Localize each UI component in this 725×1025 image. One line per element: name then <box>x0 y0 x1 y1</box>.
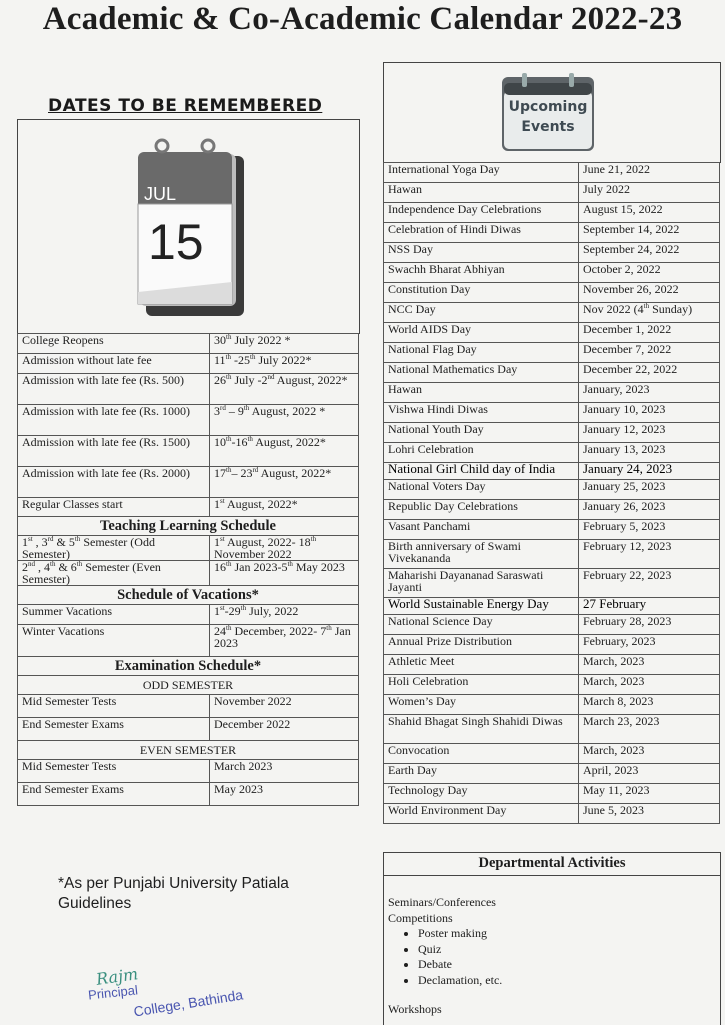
row-date: 1st August, 2022* <box>210 498 359 517</box>
event-name: Maharishi Dayananad Saraswati Jayanti <box>384 569 579 598</box>
event-name: Annual Prize Distribution <box>384 635 579 655</box>
competition-items <box>388 926 502 988</box>
event-name: Vishwa Hindi Diwas <box>384 403 579 423</box>
event-name: Birth anniversary of Swami Vivekananda <box>384 540 579 569</box>
event-row <box>384 243 720 263</box>
signature-title: Principal <box>87 982 139 1003</box>
row-date: 26th July -2nd August, 2022* <box>210 374 359 405</box>
table-row <box>18 718 359 741</box>
event-row <box>384 223 720 243</box>
table-row <box>18 760 359 783</box>
row-date: 16th Jan 2023-5th May 2023 <box>210 561 359 586</box>
departmental-list <box>388 895 502 1018</box>
event-date: January 25, 2023 <box>579 480 720 500</box>
row-date: 10th-16th August, 2022* <box>210 436 359 467</box>
event-date: September 14, 2022 <box>579 223 720 243</box>
row-label: Admission without late fee <box>18 354 210 374</box>
even-semester-heading: EVEN SEMESTER <box>18 741 359 760</box>
event-row <box>384 635 720 655</box>
event-date: October 2, 2022 <box>579 263 720 283</box>
event-name: NSS Day <box>384 243 579 263</box>
table-row <box>18 354 359 374</box>
event-name: National Flag Day <box>384 343 579 363</box>
section-row <box>18 676 359 695</box>
event-date: December 1, 2022 <box>579 323 720 343</box>
event-row <box>384 695 720 715</box>
calendar-month: JUL <box>144 184 177 204</box>
event-row <box>384 615 720 635</box>
row-date: 1st-29th July, 2022 <box>210 605 359 625</box>
upcoming-events-badge <box>500 73 596 153</box>
calendar-day: 15 <box>148 214 204 270</box>
event-row <box>384 715 720 744</box>
row-date: 17th– 23rd August, 2022* <box>210 467 359 498</box>
table-row <box>18 436 359 467</box>
event-name: World Sustainable Energy Day <box>384 598 579 615</box>
competition-item: • Declamation, etc. <box>418 973 502 989</box>
event-name: Celebration of Hindi Diwas <box>384 223 579 243</box>
event-name: Technology Day <box>384 784 579 804</box>
table-row <box>18 405 359 436</box>
table-row <box>18 536 359 561</box>
event-name: NCC Day <box>384 303 579 323</box>
event-name: Independence Day Celebrations <box>384 203 579 223</box>
event-date: 27 February <box>579 598 720 615</box>
row-label: Winter Vacations <box>18 625 210 657</box>
event-date: June 21, 2022 <box>579 163 720 183</box>
event-date: September 24, 2022 <box>579 243 720 263</box>
event-name: Convocation <box>384 744 579 764</box>
event-date: May 11, 2023 <box>579 784 720 804</box>
event-row <box>384 183 720 203</box>
signature: Rajm <box>94 964 140 989</box>
event-name: World AIDS Day <box>384 323 579 343</box>
table-row <box>18 374 359 405</box>
event-name: Athletic Meet <box>384 655 579 675</box>
badge-line1: Upcoming <box>508 99 588 115</box>
row-label: Mid Semester Tests <box>18 760 210 783</box>
event-date: February 22, 2023 <box>579 569 720 598</box>
competition-item: • Quiz <box>418 942 502 958</box>
dept-line-competitions: Competitions <box>388 910 453 925</box>
event-row <box>384 655 720 675</box>
event-date: January 12, 2023 <box>579 423 720 443</box>
event-row <box>384 675 720 695</box>
event-name: Vasant Panchami <box>384 520 579 540</box>
event-name: Holi Celebration <box>384 675 579 695</box>
event-row <box>384 569 720 598</box>
event-row <box>384 383 720 403</box>
event-date: April, 2023 <box>579 764 720 784</box>
row-label: Regular Classes start <box>18 498 210 517</box>
event-row <box>384 443 720 463</box>
event-date: January, 2023 <box>579 383 720 403</box>
row-label: Admission with late fee (Rs. 500) <box>18 374 210 405</box>
departmental-box <box>383 852 721 1025</box>
dates-table <box>17 333 359 806</box>
row-label: Summer Vacations <box>18 605 210 625</box>
event-name: Hawan <box>384 183 579 203</box>
row-label: 1st , 3rd & 5th Semester (Odd Semester) <box>18 536 210 561</box>
row-label: Admission with late fee (Rs. 2000) <box>18 467 210 498</box>
row-label: Admission with late fee (Rs. 1500) <box>18 436 210 467</box>
table-row <box>18 605 359 625</box>
table-row <box>18 467 359 498</box>
event-row <box>384 163 720 183</box>
row-label: End Semester Exams <box>18 718 210 741</box>
footnote: *As per Punjabi University Patiala Guidelines <box>58 875 289 912</box>
event-date: June 5, 2023 <box>579 804 720 824</box>
college-stamp: College, Bathinda <box>132 986 245 1020</box>
event-name: World Environment Day <box>384 804 579 824</box>
calendar-icon <box>128 134 248 319</box>
event-date: March, 2023 <box>579 675 720 695</box>
event-date: February 12, 2023 <box>579 540 720 569</box>
row-label: College Reopens <box>18 334 210 354</box>
table-row <box>18 695 359 718</box>
row-date: 30th July 2022 * <box>210 334 359 354</box>
dates-heading: DATES TO BE REMEMBERED <box>48 96 323 116</box>
competition-item: • Poster making <box>418 926 502 942</box>
exam-heading: Examination Schedule* <box>18 657 359 676</box>
events-table <box>383 162 720 824</box>
event-date: January 26, 2023 <box>579 500 720 520</box>
section-row <box>18 657 359 676</box>
event-row <box>384 744 720 764</box>
row-label: Mid Semester Tests <box>18 695 210 718</box>
dept-line-seminars: Seminars/Conferences <box>388 895 496 909</box>
event-row <box>384 423 720 443</box>
row-date: December 2022 <box>210 718 359 741</box>
table-row <box>18 561 359 586</box>
event-name: National Science Day <box>384 615 579 635</box>
event-date: November 26, 2022 <box>579 283 720 303</box>
event-name: Earth Day <box>384 764 579 784</box>
event-date: February, 2023 <box>579 635 720 655</box>
event-row <box>384 283 720 303</box>
table-row <box>18 783 359 806</box>
competition-item: • Debate <box>418 957 502 973</box>
event-date: February 5, 2023 <box>579 520 720 540</box>
event-row <box>384 323 720 343</box>
event-name: National Youth Day <box>384 423 579 443</box>
table-row <box>18 625 359 657</box>
event-row <box>384 403 720 423</box>
dept-line-workshops: Workshops <box>388 1002 442 1016</box>
event-date: February 28, 2023 <box>579 615 720 635</box>
teaching-heading: Teaching Learning Schedule <box>18 517 359 536</box>
event-row <box>384 463 720 480</box>
event-date: March, 2023 <box>579 744 720 764</box>
event-row <box>384 540 720 569</box>
event-name: National Voters Day <box>384 480 579 500</box>
event-name: International Yoga Day <box>384 163 579 183</box>
event-name: Women’s Day <box>384 695 579 715</box>
event-date: December 22, 2022 <box>579 363 720 383</box>
event-date: March 23, 2023 <box>579 715 720 744</box>
row-label: 2nd , 4th & 6th Semester (Even Semester) <box>18 561 210 586</box>
row-label: End Semester Exams <box>18 783 210 806</box>
event-name: Constitution Day <box>384 283 579 303</box>
event-name: Republic Day Celebrations <box>384 500 579 520</box>
event-row <box>384 480 720 500</box>
event-row <box>384 764 720 784</box>
row-date: 3rd – 9th August, 2022 * <box>210 405 359 436</box>
event-name: National Girl Child day of India <box>384 463 579 480</box>
event-date: December 7, 2022 <box>579 343 720 363</box>
event-date: January 24, 2023 <box>579 463 720 480</box>
event-name: Shahid Bhagat Singh Shahidi Diwas <box>384 715 579 744</box>
signature-stamp <box>58 965 298 1025</box>
event-date: July 2022 <box>579 183 720 203</box>
event-row <box>384 804 720 824</box>
page-title: Academic & Co-Academic Calendar 2022-23 <box>42 1 683 37</box>
section-row <box>18 586 359 605</box>
event-date: January 13, 2023 <box>579 443 720 463</box>
row-date: 24th December, 2022- 7th Jan 2023 <box>210 625 359 657</box>
event-name: Hawan <box>384 383 579 403</box>
row-date: 1st August, 2022- 18th November 2022 <box>210 536 359 561</box>
event-row <box>384 343 720 363</box>
row-date: 11th -25th July 2022* <box>210 354 359 374</box>
event-row <box>384 303 720 323</box>
event-row <box>384 363 720 383</box>
row-label: Admission with late fee (Rs. 1000) <box>18 405 210 436</box>
event-date: Nov 2022 (4th Sunday) <box>579 303 720 323</box>
event-row <box>384 520 720 540</box>
event-row <box>384 500 720 520</box>
event-date: March 8, 2023 <box>579 695 720 715</box>
row-date: May 2023 <box>210 783 359 806</box>
vacations-heading: Schedule of Vacations* <box>18 586 359 605</box>
table-row <box>18 334 359 354</box>
badge-line2: Events <box>521 119 575 135</box>
event-name: Swachh Bharat Abhiyan <box>384 263 579 283</box>
odd-semester-heading: ODD SEMESTER <box>18 676 359 695</box>
event-name: Lohri Celebration <box>384 443 579 463</box>
section-row <box>18 517 359 536</box>
row-date: November 2022 <box>210 695 359 718</box>
event-row <box>384 598 720 615</box>
event-date: August 15, 2022 <box>579 203 720 223</box>
table-row <box>18 498 359 517</box>
event-row <box>384 784 720 804</box>
event-date: March, 2023 <box>579 655 720 675</box>
row-date: March 2023 <box>210 760 359 783</box>
departmental-heading: Departmental Activities <box>384 853 720 876</box>
event-row <box>384 203 720 223</box>
event-row <box>384 263 720 283</box>
section-row <box>18 741 359 760</box>
event-name: National Mathematics Day <box>384 363 579 383</box>
event-date: January 10, 2023 <box>579 403 720 423</box>
